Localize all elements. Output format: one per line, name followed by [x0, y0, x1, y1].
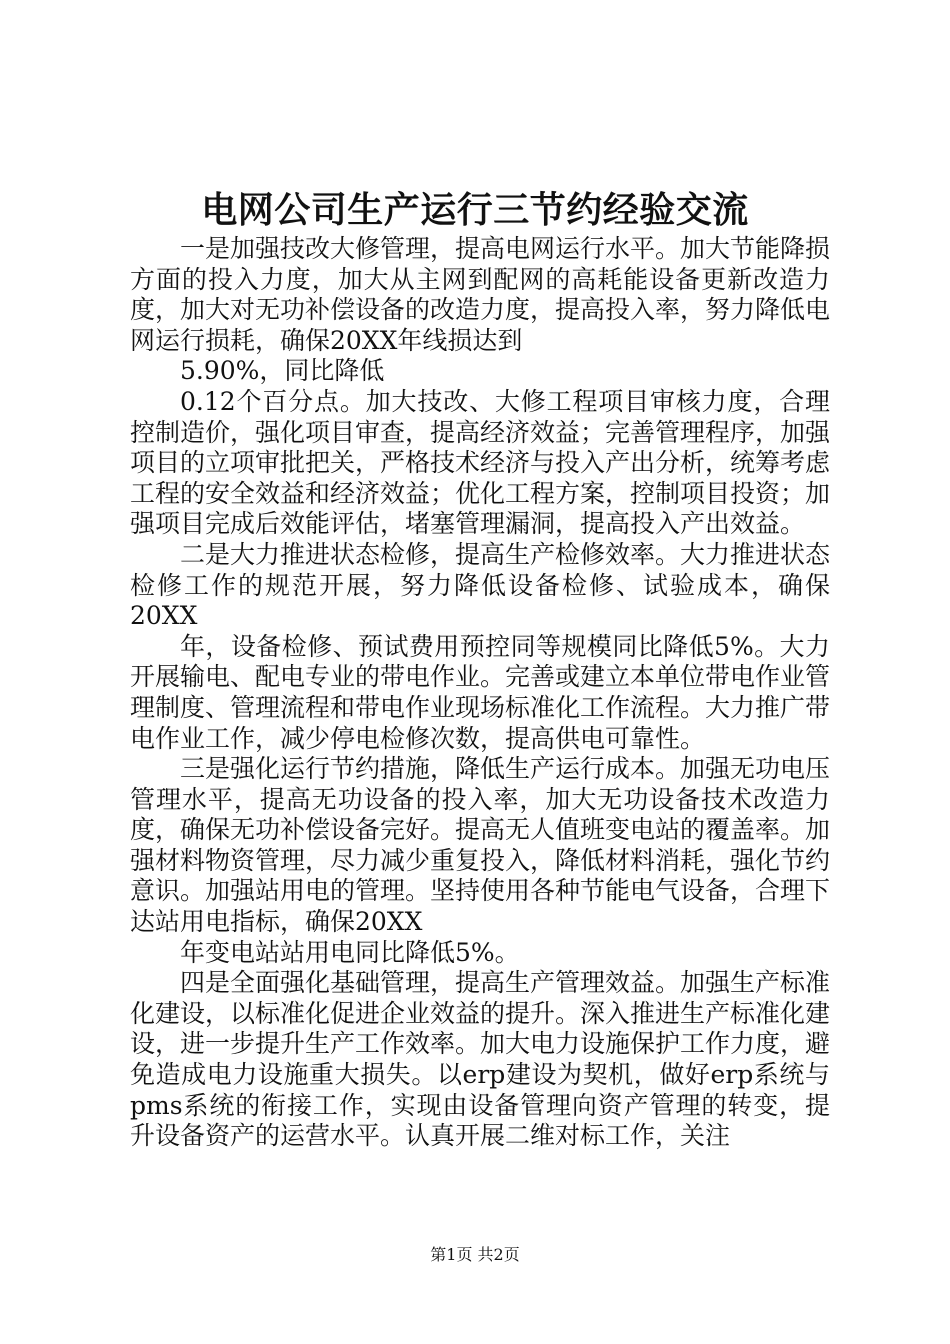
paragraph-8: 四是全面强化基础管理，提高生产管理效益。加强生产标准化建设，以标准化促进企业效益的提升。深入推进生产标准化建设，进一步提升生产工作效率。加大电力设施保护工作力度，避免造成电力设施重大损失。以erp建设为契机，做好erp系统与pms系统的衔接工作，实现由设备管理向资产管理的转变，提升设备资产的运营水平。认真开展二维对标工作，关注: [130, 968, 831, 1151]
document-title: 电网公司生产运行三节约经验交流: [201, 190, 749, 231]
paragraph-2: 5.90%，同比降低: [180, 356, 385, 386]
paragraph-4: 二是大力推进状态检修，提高生产检修效率。大力推进状态检修工作的规范开展，努力降低设备检修、试验成本，确保20XX: [130, 539, 831, 631]
document-body: [130, 234, 830, 1152]
paragraph-3: 0.12个百分点。加大技改、大修工程项目审核力度，合理控制造价，强化项目审查，提高经济效益；完善管理程序，加强项目的立项审批把关，严格技术经济与投入产出分析，统筹考虑工程的安全效益和经济效益；优化工程方案，控制项目投资；加强项目完成后效能评估，堵塞管理漏洞，提高投入产出效益。: [130, 386, 831, 539]
paragraph-6: 三是强化运行节约措施，降低生产运行成本。加强无功电压管理水平，提高无功设备的投入率，加大无功设备技术改造力度，确保无功补偿设备完好。提高无人值班变电站的覆盖率。加强材料物资管理，尽力减少重复投入，降低材料消耗，强化节约意识。加强站用电的管理。坚持使用各种节能电气设备，合理下达站用电指标，确保20XX: [130, 754, 831, 937]
paragraph-1: 一是加强技改大修管理，提高电网运行水平。加大节能降损方面的投入力度，加大从主网到配网的高耗能设备更新改造力度，加大对无功补偿设备的改造力度，提高投入率，努力降低电网运行损耗，确保20XX年线损达到: [130, 234, 831, 355]
paragraph-7: 年变电站站用电同比降低5%。: [180, 937, 520, 967]
page-footer: 第1页 共2页: [430, 1245, 520, 1264]
paragraph-5: 年，设备检修、预试费用预控同等规模同比降低5%。大力开展输电、配电专业的带电作业。完善或建立本单位带电作业管理制度、管理流程和带电作业现场标准化工作流程。大力推广带电作业工作，减少停电检修次数，提高供电可靠性。: [130, 631, 831, 753]
